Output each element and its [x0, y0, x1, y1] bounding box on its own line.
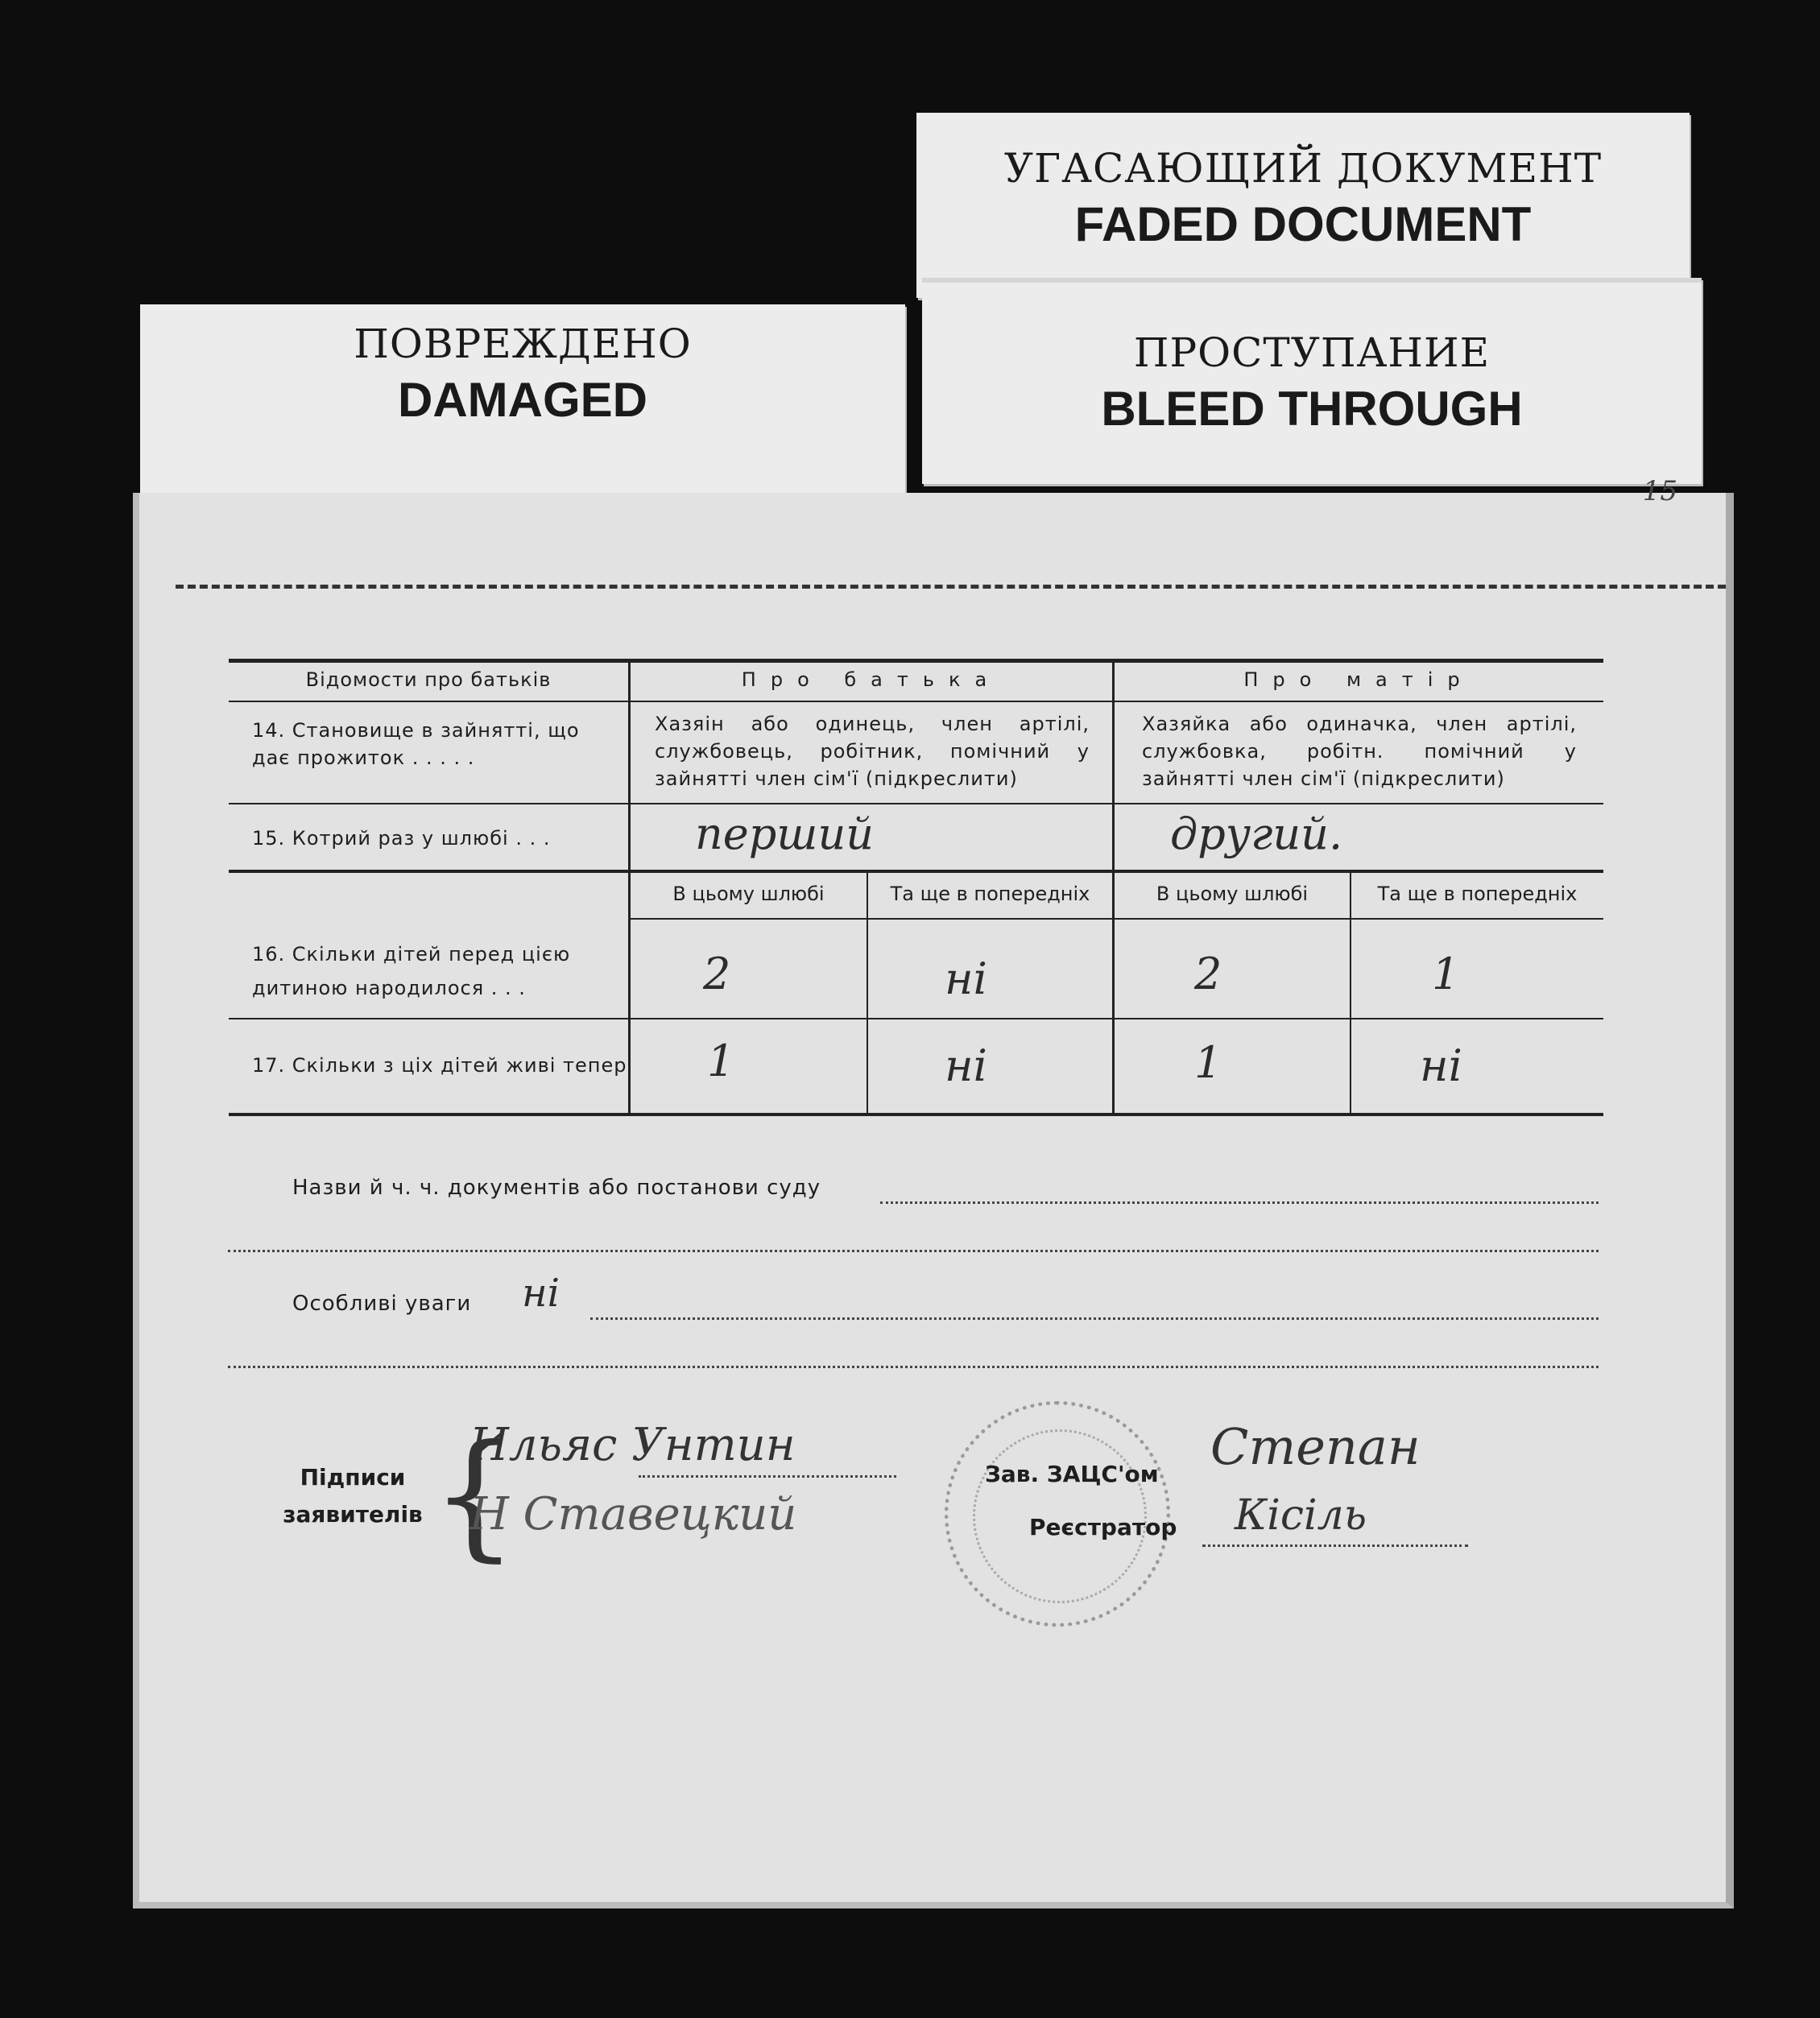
- table-bottom-rule: [229, 1113, 1603, 1116]
- head-label: Зав. ЗАЦС'ом: [985, 1461, 1159, 1487]
- table-top-rule: [229, 659, 1603, 663]
- row17-father-prev: ні: [945, 1040, 987, 1091]
- subheader-father-prev: Та ще в попередніх: [890, 883, 1090, 905]
- faded-document-tab: [916, 113, 1690, 298]
- damaged-tab-ru: ПОВРЕЖДЕНО: [354, 320, 692, 367]
- applicants-label: Підписи заявителів: [283, 1464, 423, 1528]
- subheader-mother-prev: Та ще в попередніх: [1377, 883, 1578, 905]
- remarks-line-2: [228, 1366, 1599, 1368]
- page-number: 15: [1642, 475, 1677, 507]
- documents-line: [880, 1201, 1599, 1204]
- remarks-value: ні: [522, 1271, 560, 1316]
- table-rule: [229, 870, 1603, 873]
- table-rule: [631, 918, 1603, 920]
- table-col-divider: [867, 873, 868, 1114]
- row17-father-this: 1: [707, 1036, 735, 1086]
- row15-label: 15. Котрий раз у шлюбі . . .: [252, 827, 551, 850]
- document-page: [133, 475, 1734, 1908]
- bleed-tab-en: BLEED THROUGH: [1101, 382, 1523, 436]
- documents-line-2: [228, 1250, 1599, 1252]
- row14-father: Хазяін або одинець, член артілі, службовець, робітник, помічний у зайнятті член сім'ї (підкреслити): [655, 713, 1090, 790]
- header-parents-info: Відомости про батьків: [305, 668, 552, 691]
- registrar-label: Реєстратор: [1029, 1514, 1177, 1540]
- row17-mother-this: 1: [1194, 1037, 1222, 1088]
- perforation-line: [176, 585, 1726, 589]
- damaged-tab: [140, 304, 905, 498]
- remarks-line: [590, 1317, 1599, 1320]
- documents-label: Назви й ч. ч. документів або постанови суду: [292, 1176, 821, 1200]
- applicant1-line: [639, 1475, 896, 1478]
- faded-tab-en: FADED DOCUMENT: [1074, 197, 1532, 251]
- row17-label: 17. Скільки з ціх дітей живі тепер: [252, 1054, 627, 1077]
- row15-father-value: перший: [695, 808, 875, 859]
- row17-mother-prev: ні: [1420, 1040, 1462, 1091]
- table-rule: [229, 803, 1603, 804]
- registrar-line: [1202, 1545, 1468, 1547]
- damaged-tab-en: DAMAGED: [398, 373, 647, 427]
- row14-mother: Хазяйка або одиначка, член артілі, службовка, робітн. помічний у зайнятті член сім'ї (підкреслити): [1142, 713, 1577, 790]
- table-rule: [229, 1018, 1603, 1019]
- applicant2-signature: Н Ставецкий: [469, 1488, 797, 1540]
- signature-brace: {: [431, 1416, 519, 1575]
- subheader-mother-this: В цьому шлюбі: [1156, 883, 1309, 905]
- row14-label: 14. Становище в зайнятті, що дає прожиток . . . . .: [252, 719, 580, 769]
- table-rule: [229, 701, 1603, 702]
- row16-father-this: 2: [703, 949, 731, 999]
- row16-mother-prev: 1: [1432, 949, 1460, 999]
- header-father: Про батька: [741, 668, 1002, 691]
- applicant1-signature: Ильяс Унтин: [469, 1419, 796, 1471]
- bleed-through-tab: [922, 278, 1702, 484]
- row15-mother-value: другий.: [1170, 808, 1343, 859]
- row16-label: 16. Скільки дітей перед цією дитиною народилося . . .: [252, 943, 571, 999]
- header-mother: Про матір: [1243, 668, 1475, 691]
- registrar-signature: Кісіль: [1235, 1491, 1367, 1540]
- row16-father-prev: ні: [945, 953, 987, 1004]
- subheader-father-this: В цьому шлюбі: [672, 883, 825, 905]
- faded-tab-ru: УГАСАЮЩИЙ ДОКУМЕНТ: [1003, 145, 1603, 192]
- bleed-tab-ru: ПРОСТУПАНИЕ: [1133, 329, 1491, 376]
- row16-mother-this: 2: [1194, 949, 1222, 999]
- remarks-label: Особливі уваги: [292, 1292, 472, 1316]
- table-col-divider: [1350, 873, 1351, 1114]
- head-signature: Степан: [1210, 1417, 1421, 1476]
